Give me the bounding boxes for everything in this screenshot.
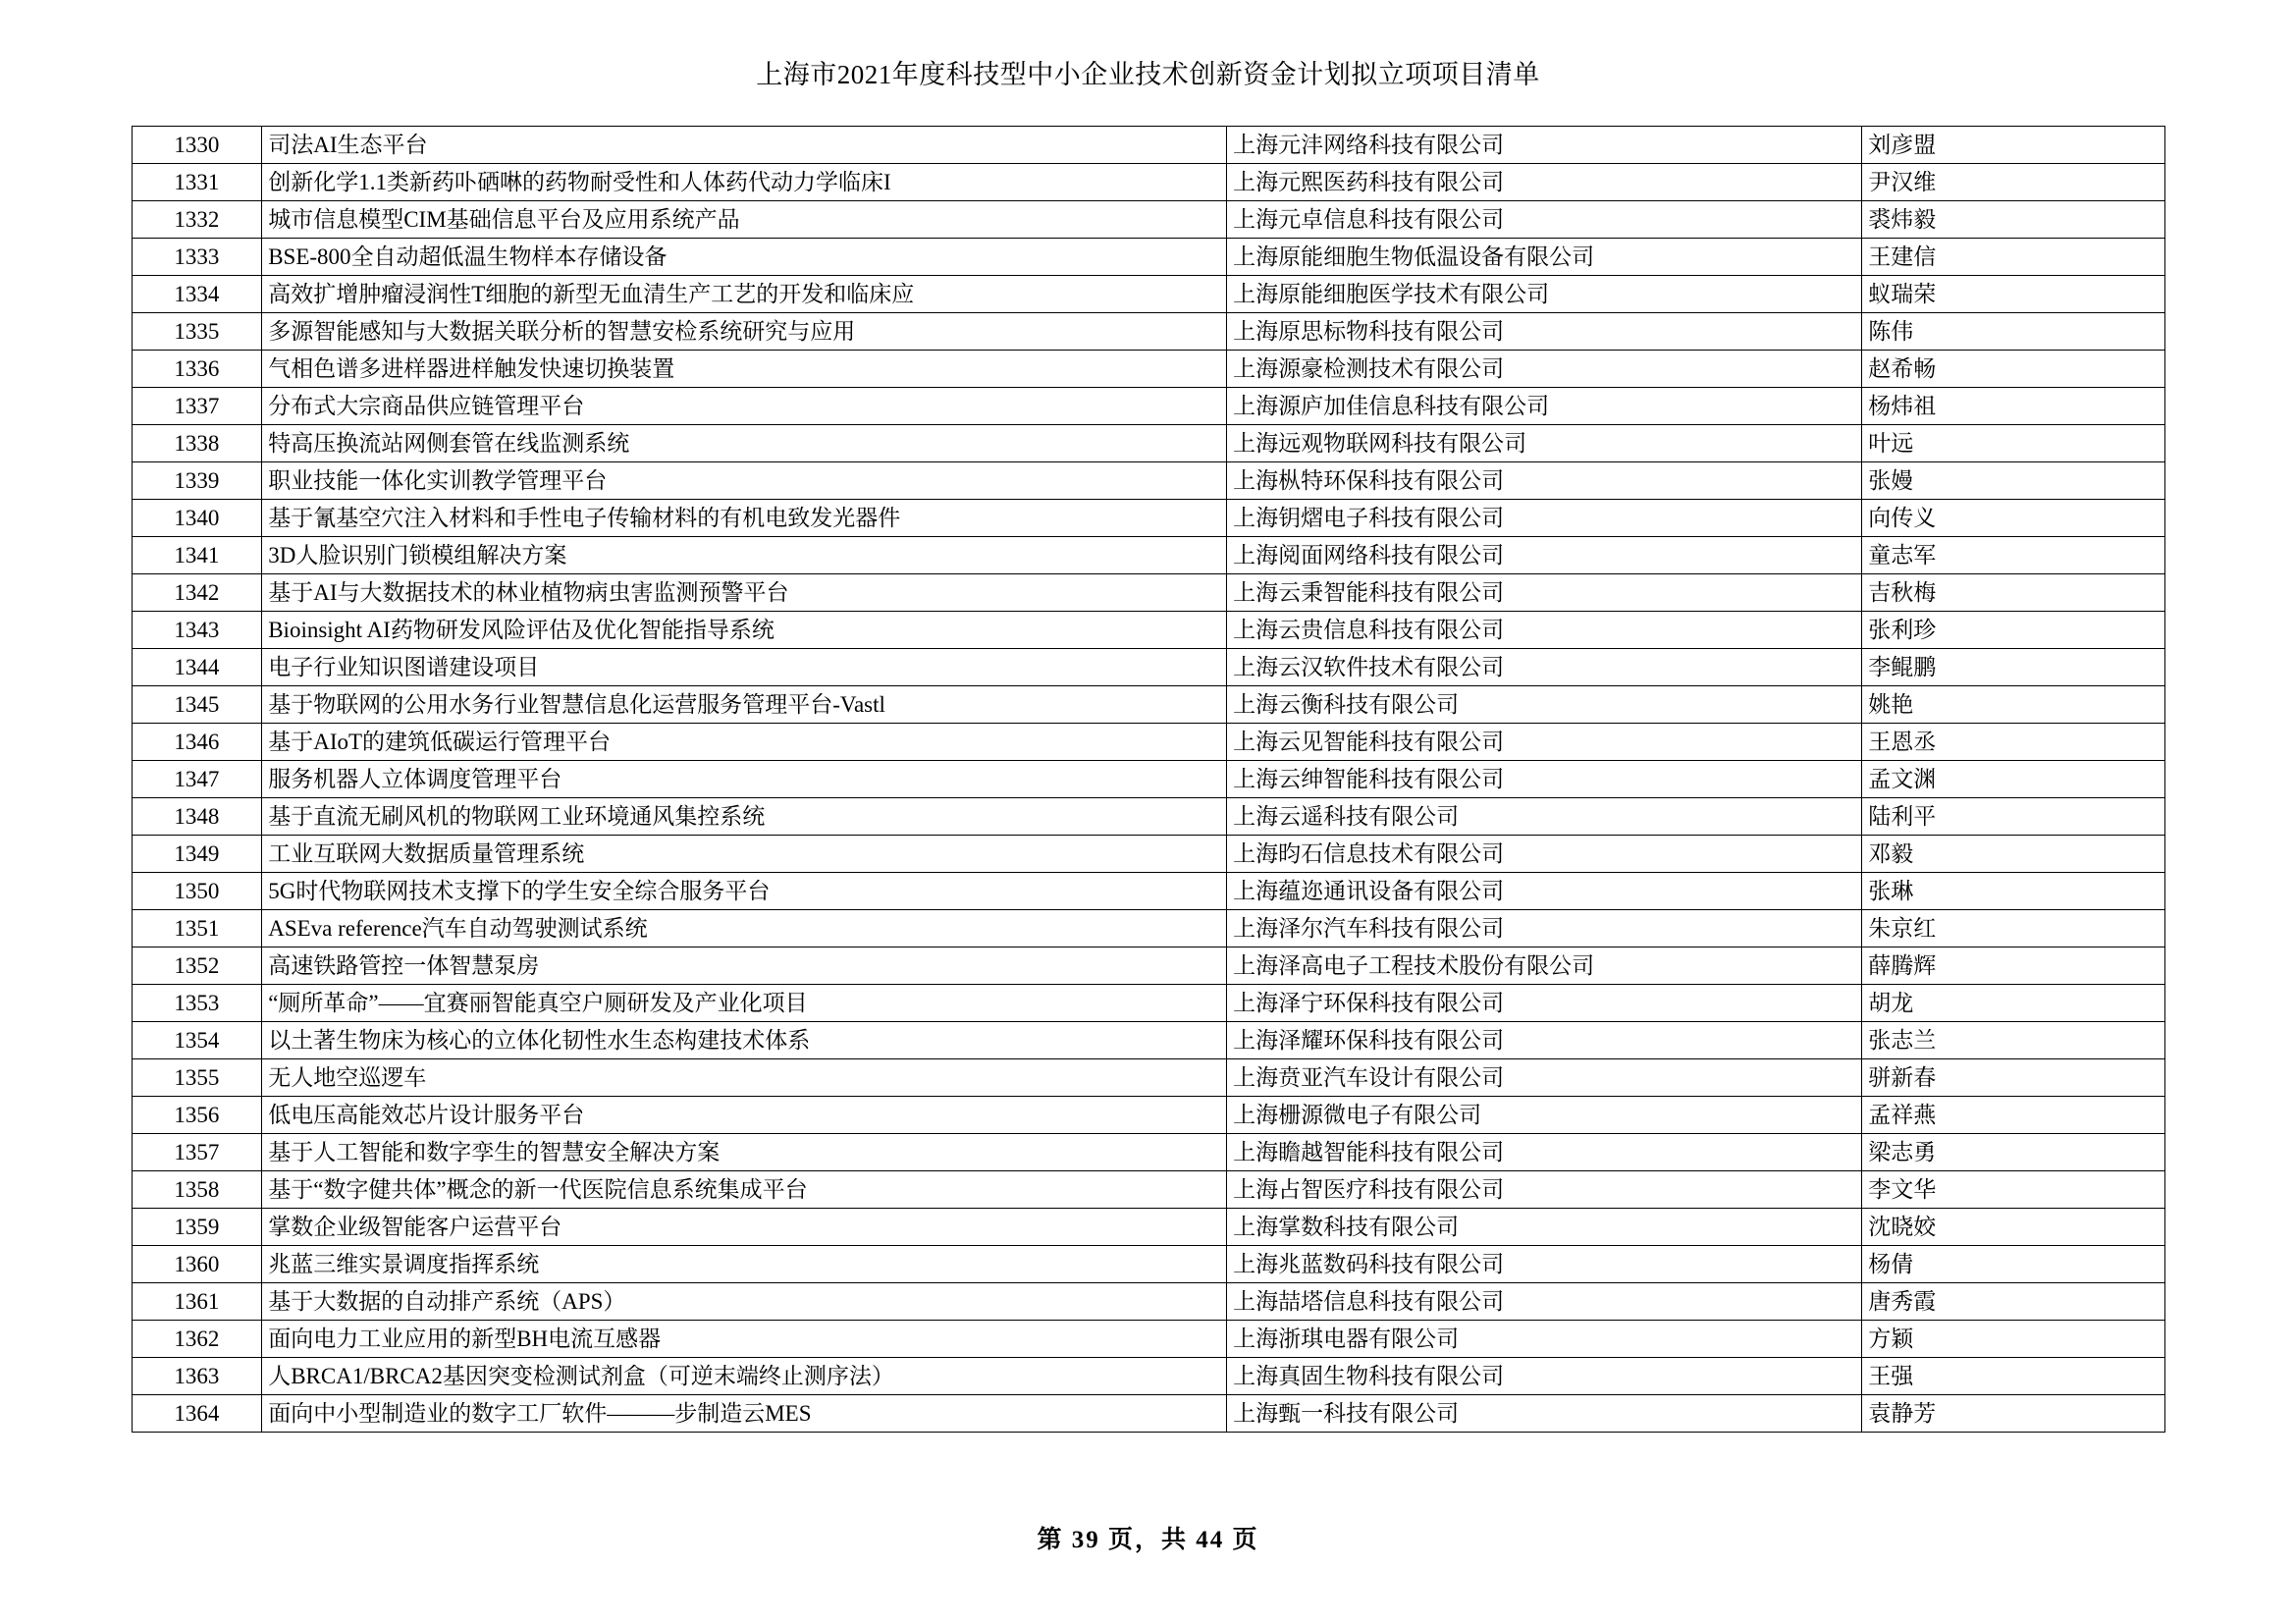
cell-person: 刘彦盟 bbox=[1862, 127, 2164, 164]
cell-person: 陆利平 bbox=[1862, 798, 2164, 836]
cell-number: 1331 bbox=[132, 164, 262, 201]
table-row bbox=[132, 1395, 2164, 1433]
cell-person: 沈晓姣 bbox=[1862, 1209, 2164, 1246]
table-row bbox=[132, 649, 2164, 686]
cell-company: 上海枞特环保科技有限公司 bbox=[1227, 462, 1862, 500]
cell-project-name: 面向中小型制造业的数字工厂软件———步制造云MES bbox=[262, 1395, 1227, 1433]
cell-project-name: 特高压换流站网侧套管在线监测系统 bbox=[262, 425, 1227, 462]
cell-project-name: 基于物联网的公用水务行业智慧信息化运营服务管理平台-Vastl bbox=[262, 686, 1227, 724]
cell-project-name: “厕所革命”——宜赛丽智能真空户厕研发及产业化项目 bbox=[262, 985, 1227, 1022]
cell-company: 上海甄一科技有限公司 bbox=[1227, 1395, 1862, 1433]
cell-person: 陈伟 bbox=[1862, 313, 2164, 351]
cell-project-name: 分布式大宗商品供应链管理平台 bbox=[262, 388, 1227, 425]
cell-number: 1350 bbox=[132, 873, 262, 910]
cell-company: 上海钥熠电子科技有限公司 bbox=[1227, 500, 1862, 537]
cell-person: 吉秋梅 bbox=[1862, 574, 2164, 612]
cell-number: 1363 bbox=[132, 1358, 262, 1395]
cell-project-name: 电子行业知识图谱建设项目 bbox=[262, 649, 1227, 686]
cell-number: 1330 bbox=[132, 127, 262, 164]
cell-company: 上海占智医疗科技有限公司 bbox=[1227, 1171, 1862, 1209]
cell-project-name: 工业互联网大数据质量管理系统 bbox=[262, 836, 1227, 873]
cell-person: 邓毅 bbox=[1862, 836, 2164, 873]
table-row bbox=[132, 239, 2164, 276]
cell-number: 1337 bbox=[132, 388, 262, 425]
cell-number: 1354 bbox=[132, 1022, 262, 1059]
table-row bbox=[132, 724, 2164, 761]
project-listing-table bbox=[132, 126, 2165, 1433]
cell-project-name: 基于AIoT的建筑低碳运行管理平台 bbox=[262, 724, 1227, 761]
table-row bbox=[132, 612, 2164, 649]
table-row bbox=[132, 201, 2164, 239]
cell-number: 1364 bbox=[132, 1395, 262, 1433]
table-row bbox=[132, 1358, 2164, 1395]
table-row bbox=[132, 985, 2164, 1022]
cell-person: 张琳 bbox=[1862, 873, 2164, 910]
cell-person: 孟文渊 bbox=[1862, 761, 2164, 798]
cell-company: 上海云汉软件技术有限公司 bbox=[1227, 649, 1862, 686]
cell-number: 1359 bbox=[132, 1209, 262, 1246]
cell-company: 上海阅面网络科技有限公司 bbox=[1227, 537, 1862, 574]
table-row bbox=[132, 836, 2164, 873]
cell-company: 上海掌数科技有限公司 bbox=[1227, 1209, 1862, 1246]
cell-number: 1346 bbox=[132, 724, 262, 761]
cell-company: 上海元沣网络科技有限公司 bbox=[1227, 127, 1862, 164]
cell-project-name: 3D人脸识别门锁模组解决方案 bbox=[262, 537, 1227, 574]
cell-number: 1341 bbox=[132, 537, 262, 574]
cell-company: 上海元卓信息科技有限公司 bbox=[1227, 201, 1862, 239]
cell-number: 1361 bbox=[132, 1283, 262, 1321]
cell-project-name: 低电压高能效芯片设计服务平台 bbox=[262, 1097, 1227, 1134]
cell-company: 上海云见智能科技有限公司 bbox=[1227, 724, 1862, 761]
cell-project-name: ASEva reference汽车自动驾驶测试系统 bbox=[262, 910, 1227, 947]
cell-number: 1335 bbox=[132, 313, 262, 351]
table-row bbox=[132, 1283, 2164, 1321]
cell-person: 孟祥燕 bbox=[1862, 1097, 2164, 1134]
cell-project-name: 掌数企业级智能客户运营平台 bbox=[262, 1209, 1227, 1246]
cell-project-name: 司法AI生态平台 bbox=[262, 127, 1227, 164]
table-row bbox=[132, 127, 2164, 164]
cell-project-name: 气相色谱多进样器进样触发快速切换装置 bbox=[262, 351, 1227, 388]
cell-number: 1347 bbox=[132, 761, 262, 798]
cell-number: 1353 bbox=[132, 985, 262, 1022]
cell-project-name: 创新化学1.1类新药卟硒啉的药物耐受性和人体药代动力学临床I bbox=[262, 164, 1227, 201]
table-row bbox=[132, 537, 2164, 574]
cell-number: 1334 bbox=[132, 276, 262, 313]
cell-company: 上海元熙医药科技有限公司 bbox=[1227, 164, 1862, 201]
cell-company: 上海云衡科技有限公司 bbox=[1227, 686, 1862, 724]
cell-project-name: 城市信息模型CIM基础信息平台及应用系统产品 bbox=[262, 201, 1227, 239]
cell-project-name: 基于人工智能和数字孪生的智慧安全解决方案 bbox=[262, 1134, 1227, 1171]
cell-number: 1343 bbox=[132, 612, 262, 649]
cell-person: 杨炜祖 bbox=[1862, 388, 2164, 425]
cell-person: 向传义 bbox=[1862, 500, 2164, 537]
cell-number: 1344 bbox=[132, 649, 262, 686]
cell-number: 1332 bbox=[132, 201, 262, 239]
table-row bbox=[132, 425, 2164, 462]
table-row bbox=[132, 761, 2164, 798]
cell-project-name: 高效扩增肿瘤浸润性T细胞的新型无血清生产工艺的开发和临床应 bbox=[262, 276, 1227, 313]
cell-person: 童志军 bbox=[1862, 537, 2164, 574]
cell-project-name: 基于AI与大数据技术的林业植物病虫害监测预警平台 bbox=[262, 574, 1227, 612]
cell-number: 1333 bbox=[132, 239, 262, 276]
cell-company: 上海源豪检测技术有限公司 bbox=[1227, 351, 1862, 388]
cell-company: 上海远观物联网科技有限公司 bbox=[1227, 425, 1862, 462]
table-row bbox=[132, 1171, 2164, 1209]
cell-number: 1340 bbox=[132, 500, 262, 537]
cell-number: 1349 bbox=[132, 836, 262, 873]
table-row bbox=[132, 798, 2164, 836]
cell-company: 上海云遥科技有限公司 bbox=[1227, 798, 1862, 836]
cell-company: 上海浙琪电器有限公司 bbox=[1227, 1321, 1862, 1358]
cell-number: 1336 bbox=[132, 351, 262, 388]
cell-project-name: 兆蓝三维实景调度指挥系统 bbox=[262, 1246, 1227, 1283]
cell-person: 李文华 bbox=[1862, 1171, 2164, 1209]
table-row bbox=[132, 388, 2164, 425]
cell-project-name: 职业技能一体化实训教学管理平台 bbox=[262, 462, 1227, 500]
cell-number: 1355 bbox=[132, 1059, 262, 1097]
table-row bbox=[132, 1321, 2164, 1358]
cell-person: 叶远 bbox=[1862, 425, 2164, 462]
table-row bbox=[132, 574, 2164, 612]
cell-person: 骈新春 bbox=[1862, 1059, 2164, 1097]
cell-company: 上海原能细胞生物低温设备有限公司 bbox=[1227, 239, 1862, 276]
cell-person: 蚁瑞荣 bbox=[1862, 276, 2164, 313]
cell-project-name: 基于氰基空穴注入材料和手性电子传输材料的有机电致发光器件 bbox=[262, 500, 1227, 537]
cell-person: 裘炜毅 bbox=[1862, 201, 2164, 239]
page-title: 上海市2021年度科技型中小企业技术创新资金计划拟立项项目清单 bbox=[756, 60, 1540, 89]
cell-person: 唐秀霞 bbox=[1862, 1283, 2164, 1321]
cell-project-name: 无人地空巡逻车 bbox=[262, 1059, 1227, 1097]
table-row bbox=[132, 947, 2164, 985]
cell-person: 杨倩 bbox=[1862, 1246, 2164, 1283]
cell-project-name: Bioinsight AI药物研发风险评估及优化智能指导系统 bbox=[262, 612, 1227, 649]
cell-number: 1358 bbox=[132, 1171, 262, 1209]
cell-person: 梁志勇 bbox=[1862, 1134, 2164, 1171]
cell-number: 1356 bbox=[132, 1097, 262, 1134]
cell-project-name: 基于大数据的自动排产系统（APS） bbox=[262, 1283, 1227, 1321]
cell-number: 1348 bbox=[132, 798, 262, 836]
cell-number: 1339 bbox=[132, 462, 262, 500]
cell-company: 上海云秉智能科技有限公司 bbox=[1227, 574, 1862, 612]
table-row bbox=[132, 873, 2164, 910]
cell-number: 1351 bbox=[132, 910, 262, 947]
cell-project-name: 5G时代物联网技术支撑下的学生安全综合服务平台 bbox=[262, 873, 1227, 910]
table-row bbox=[132, 276, 2164, 313]
cell-project-name: 高速铁路管控一体智慧泵房 bbox=[262, 947, 1227, 985]
cell-company: 上海真固生物科技有限公司 bbox=[1227, 1358, 1862, 1395]
cell-company: 上海栅源微电子有限公司 bbox=[1227, 1097, 1862, 1134]
table-row bbox=[132, 313, 2164, 351]
cell-person: 张志兰 bbox=[1862, 1022, 2164, 1059]
cell-project-name: 多源智能感知与大数据关联分析的智慧安检系统研究与应用 bbox=[262, 313, 1227, 351]
cell-number: 1352 bbox=[132, 947, 262, 985]
cell-person: 姚艳 bbox=[1862, 686, 2164, 724]
cell-person: 尹汉维 bbox=[1862, 164, 2164, 201]
cell-company: 上海云绅智能科技有限公司 bbox=[1227, 761, 1862, 798]
cell-number: 1357 bbox=[132, 1134, 262, 1171]
cell-project-name: 服务机器人立体调度管理平台 bbox=[262, 761, 1227, 798]
cell-company: 上海兆蓝数码科技有限公司 bbox=[1227, 1246, 1862, 1283]
cell-person: 赵希畅 bbox=[1862, 351, 2164, 388]
table-row bbox=[132, 1059, 2164, 1097]
table-row bbox=[132, 1022, 2164, 1059]
table-row bbox=[132, 164, 2164, 201]
cell-person: 王恩丞 bbox=[1862, 724, 2164, 761]
cell-company: 上海原能细胞医学技术有限公司 bbox=[1227, 276, 1862, 313]
cell-person: 王强 bbox=[1862, 1358, 2164, 1395]
cell-project-name: 以土著生物床为核心的立体化韧性水生态构建技术体系 bbox=[262, 1022, 1227, 1059]
cell-project-name: BSE-800全自动超低温生物样本存储设备 bbox=[262, 239, 1227, 276]
cell-person: 王建信 bbox=[1862, 239, 2164, 276]
cell-company: 上海泽宁环保科技有限公司 bbox=[1227, 985, 1862, 1022]
cell-company: 上海云贵信息科技有限公司 bbox=[1227, 612, 1862, 649]
cell-person: 胡龙 bbox=[1862, 985, 2164, 1022]
table-row bbox=[132, 500, 2164, 537]
cell-company: 上海瞻越智能科技有限公司 bbox=[1227, 1134, 1862, 1171]
cell-company: 上海泽尔汽车科技有限公司 bbox=[1227, 910, 1862, 947]
cell-project-name: 面向电力工业应用的新型BH电流互感器 bbox=[262, 1321, 1227, 1358]
cell-person: 张嫚 bbox=[1862, 462, 2164, 500]
table-body bbox=[132, 127, 2164, 1433]
cell-person: 李鲲鹏 bbox=[1862, 649, 2164, 686]
cell-number: 1345 bbox=[132, 686, 262, 724]
cell-number: 1362 bbox=[132, 1321, 262, 1358]
cell-project-name: 基于“数字健共体”概念的新一代医院信息系统集成平台 bbox=[262, 1171, 1227, 1209]
cell-company: 上海泽高电子工程技术股份有限公司 bbox=[1227, 947, 1862, 985]
cell-number: 1338 bbox=[132, 425, 262, 462]
cell-company: 上海昀石信息技术有限公司 bbox=[1227, 836, 1862, 873]
cell-number: 1360 bbox=[132, 1246, 262, 1283]
table-row bbox=[132, 1097, 2164, 1134]
cell-person: 张利珍 bbox=[1862, 612, 2164, 649]
cell-company: 上海蕴迩通讯设备有限公司 bbox=[1227, 873, 1862, 910]
table-row bbox=[132, 1209, 2164, 1246]
table-row bbox=[132, 1246, 2164, 1283]
cell-person: 方颖 bbox=[1862, 1321, 2164, 1358]
table-row bbox=[132, 686, 2164, 724]
cell-person: 朱京红 bbox=[1862, 910, 2164, 947]
cell-company: 上海原思标物科技有限公司 bbox=[1227, 313, 1862, 351]
cell-company: 上海喆塔信息科技有限公司 bbox=[1227, 1283, 1862, 1321]
table-row bbox=[132, 462, 2164, 500]
cell-company: 上海源庐加佳信息科技有限公司 bbox=[1227, 388, 1862, 425]
table-row bbox=[132, 351, 2164, 388]
cell-person: 袁静芳 bbox=[1862, 1395, 2164, 1433]
cell-project-name: 人BRCA1/BRCA2基因突变检测试剂盒（可逆末端终止测序法） bbox=[262, 1358, 1227, 1395]
page-footer: 第 39 页，共 44 页 bbox=[1037, 1527, 1259, 1553]
table-row bbox=[132, 1134, 2164, 1171]
cell-person: 薛腾辉 bbox=[1862, 947, 2164, 985]
cell-number: 1342 bbox=[132, 574, 262, 612]
cell-company: 上海泽耀环保科技有限公司 bbox=[1227, 1022, 1862, 1059]
cell-company: 上海贲亚汽车设计有限公司 bbox=[1227, 1059, 1862, 1097]
cell-project-name: 基于直流无刷风机的物联网工业环境通风集控系统 bbox=[262, 798, 1227, 836]
table-row bbox=[132, 910, 2164, 947]
